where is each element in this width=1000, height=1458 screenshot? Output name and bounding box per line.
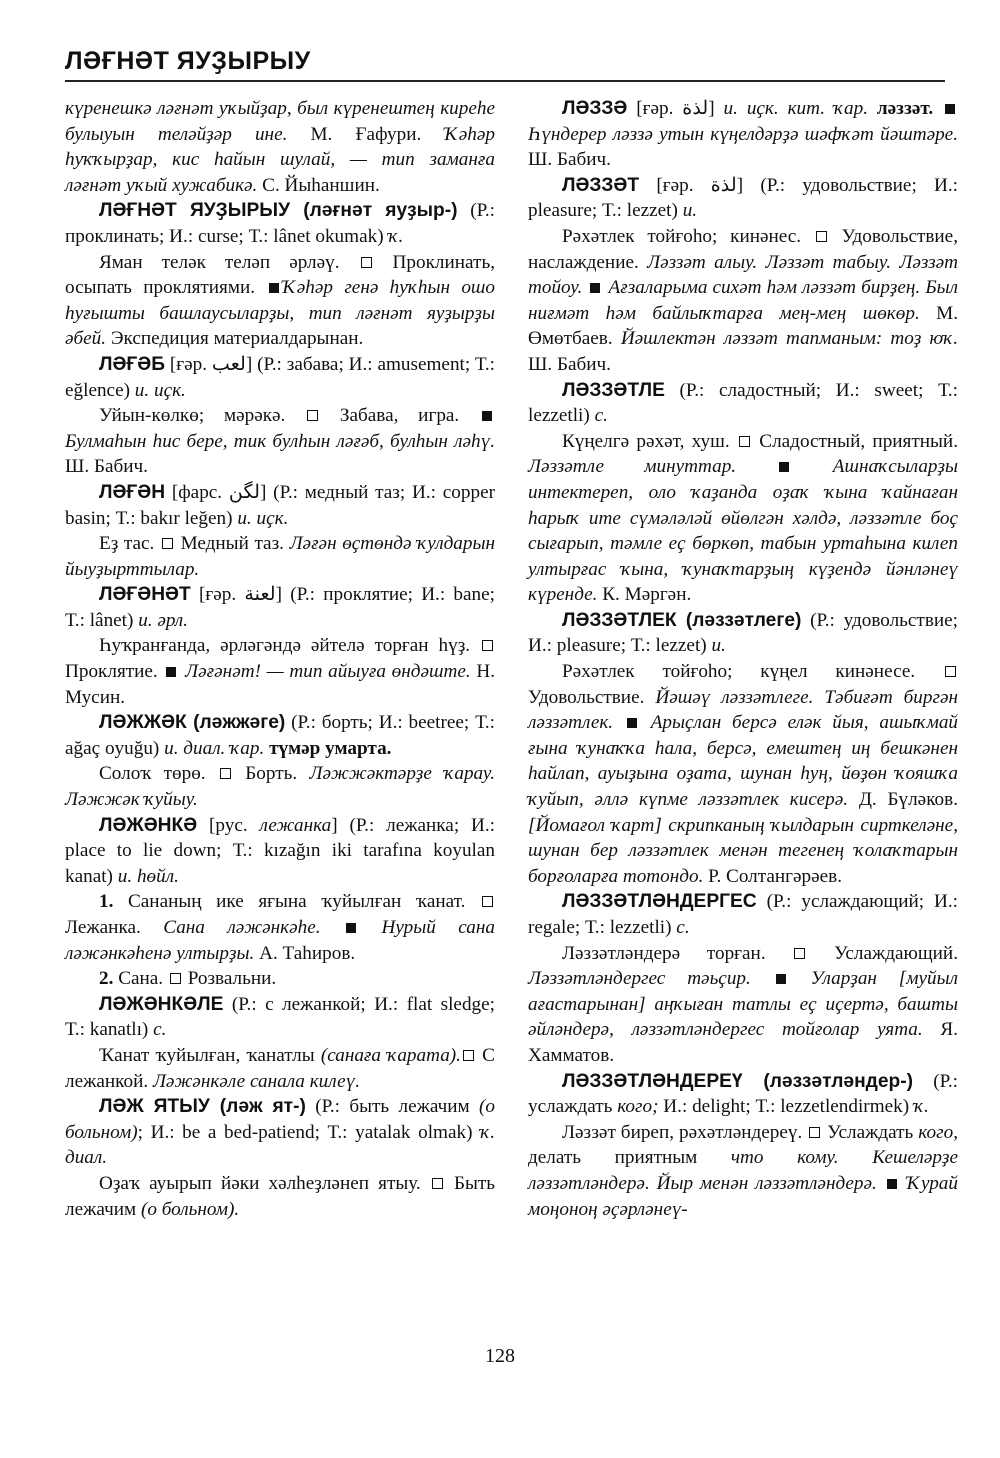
- example-text: [Йомағол ҡарт] скрипканың ҡылдарын сирткеләне, шунан бер ләззәтлек менән тегенең ҡолаҡтарын борғоларға тотондо.: [528, 814, 958, 887]
- right-column: [528, 96, 958, 1222]
- running-header: [65, 46, 945, 80]
- usage-note: (о больном): [65, 1096, 495, 1143]
- definition: Оҙаҡ ауырып йәки хәлһеҙләнеп ятыу. Быть лежачим (о больном).: [65, 1172, 495, 1220]
- gloss: (Р.: услаждать: [528, 1070, 958, 1118]
- filled-square-icon: [945, 104, 955, 114]
- example-text: Ағзаларыма сихәт һәм ләззәт бирҙең. Был ниғмәт һәм байлыҡтарға мең-мең шөкөр.: [528, 277, 959, 324]
- definition: Ләззәт биреп, рәхәтләндереү. Услаждать кого, делать приятным что кому. Кешеләрҙе ләззәтләндерә. Йыр менән ләззәтләндерә. Ҡурай моңонοң әҫәрләнеү-: [528, 1121, 958, 1220]
- page-number: 128: [485, 1345, 515, 1367]
- dictionary-entry: [528, 173, 958, 224]
- open-square-icon: [170, 973, 181, 984]
- example-text: Кешеләрҙе ләззәтләндерә. Йыр менән ләззәтләндерә.: [528, 1147, 958, 1194]
- example-text: Ҡурай моңонοң әҫәрләнеү-: [528, 1172, 958, 1220]
- open-square-icon: [220, 768, 231, 779]
- dictionary-entry: [65, 480, 495, 531]
- example-text: Булмаһын һис бере, тик булһын ләғәб, булһын ләһү.: [65, 430, 495, 452]
- example-text: Ләжжәктәрҙе ҡарау. Ләжжәк ҡуйыу.: [65, 763, 495, 811]
- open-square-icon: [809, 1127, 820, 1138]
- headword: ЛӘҒӘНӘТ: [99, 584, 191, 606]
- example-text: Ләззәтләндергес тәьҫир.: [528, 968, 773, 990]
- definition: Күңелгә рәхәт, хуш. Сладостный, приятный. Ләззәтле минуттар. Ашнаҡсыларҙы интектереп, оло ҡаҙанда оҙаҡ ҡына ҡайнаған һарыҡ ите сүмәләләй өйөлгән хәлдә, ләззәтле боҫ сығарып, тәмле еҫ бөркөп, табын уртаһына килеп ултырғас ҡына, ҡунаҡтарҙың күҙендә йәнләнеү күренде. К. Мәргән.: [528, 430, 958, 606]
- headword: ЛӘЗЗӘТЛЕК: [562, 609, 677, 631]
- gloss: (Р.: сладостный; И.: sweet; Т.: lezzetli): [528, 379, 958, 427]
- dictionary-entry: [528, 1069, 958, 1120]
- sense-number: 2.: [99, 968, 114, 990]
- definition: Рәхәтлек тойғоһо; кинәнес. Удовольствие, наслаждение. Ләззәт алыу. Ләззәт табыу. Ләззәт тойоу. Ағзаларыма сихәт һәм ләззәт бирҙең. Был ниғмәт һәм байлыҡтарға мең-мең шөкөр. М. Өмөтбаев. Йәшлектән ләззәт тапманым: тоҙ юҡ. Ш. Бабич.: [528, 225, 959, 375]
- cross-reference: ләззәт.: [868, 98, 942, 119]
- sense: 2. Сана. Розвальни.: [99, 968, 277, 990]
- open-square-icon: [739, 436, 750, 447]
- usage-note: что кому.: [730, 1147, 839, 1169]
- example-text: Ләғәнәт! — тип айыуға өндәште.: [179, 661, 471, 683]
- dictionary-entry: [65, 710, 495, 761]
- definition: Солоҡ төрө. Борть. Ләжжәктәрҙе ҡарау. Ләжжәк ҡуйыу.: [65, 763, 495, 811]
- part-of-speech: и. әрл.: [138, 609, 188, 631]
- definition: Уйын-көлкө; мәрәкә. Забава, игра. Булмаһын һис бере, тик булһын ләғәб, булһын ләһү. Ш. Бабич.: [65, 405, 495, 478]
- part-of-speech: ҡ.: [388, 225, 404, 247]
- source: Ш. Бабич.: [528, 353, 611, 375]
- gloss: [фарс. لگن] (Р.: медный таз; И.: copper basin; Т.: bakır leğen): [65, 481, 495, 529]
- headword: ЛӘҒӘН: [99, 481, 166, 503]
- word-form: (ләж ят-): [209, 1096, 306, 1118]
- gloss: (Р.: с лежанкой; И.: flat sledge; Т.: kanatlı): [65, 993, 495, 1041]
- sense: 1. Сананың ике яғына ҡуйылған ҡанат. Лежанка. Сана ләжәнкәһе. Нурый сана ләжәнкәһенә ултырҙы. А. Таһиров.: [65, 891, 495, 964]
- open-square-icon: [482, 640, 493, 651]
- gloss: [ғәр. لذة]: [627, 98, 724, 119]
- continued-paragraph: [65, 96, 495, 198]
- headword: ЛӘҒӘБ: [99, 353, 165, 375]
- gloss: ] (Р.: лежанка; И.: place to lie down; Т.: kızağın iki tarafına koyulan kanat): [65, 814, 495, 887]
- gloss: [ғәр. لعنة] (Р.: проклятие; И.: bane; Т.: lânet): [65, 584, 495, 631]
- gloss: [ғәр. لعب] (Р.: забава; И.: amusement; Т.: eğlence): [65, 353, 495, 401]
- example-text: Ләжәнкәле санала килеү.: [152, 1070, 361, 1092]
- filled-square-icon: [346, 923, 356, 933]
- dictionary-entry: [65, 1094, 495, 1171]
- filled-square-icon: [627, 718, 637, 728]
- word-form: (ләззәтлеге): [676, 609, 802, 631]
- filled-square-icon: [482, 411, 492, 421]
- sense-number: 1.: [99, 891, 114, 913]
- definition: Һуҡранғанда, әрләгәндә әйтелә торған һүҙ. Проклятие. Ләғәнәт! — тип айыуға өндәште. Н. Мусин.: [65, 635, 496, 708]
- gloss: (Р.: услаждающий; И.: regale; Т.: lezzetli): [528, 891, 958, 938]
- usage-note: кого: [918, 1121, 954, 1143]
- headword: ЛӘЖӘНКӘ: [99, 814, 198, 836]
- source: Р. Солтангәрәев.: [703, 865, 843, 887]
- source: М. Ғафури.: [287, 123, 445, 145]
- part-of-speech: и.: [682, 200, 698, 222]
- headword: ЛӘЗЗӘТЛЕ: [562, 379, 665, 401]
- open-square-icon: [463, 1050, 474, 1061]
- definition: Еҙ тас. Медный таз. Ләғән өҫтөндә ҡулдарын йыуҙырттылар.: [65, 533, 495, 580]
- open-square-icon: [432, 1178, 443, 1189]
- headword: ЛӘЖЖӘК: [99, 712, 187, 734]
- dictionary-entry: [528, 96, 958, 173]
- headword: ЛӘҒНӘТ ЯУҘЫРЫУ: [99, 200, 291, 222]
- example-text: Ашнаҡсыларҙы интектереп, оло ҡаҙанда оҙаҡ ҡына ҡайнаған һарыҡ ите сүмәләләй өйөлгән хәлдә, ләззәтле боҫ сығарып, тәмле еҫ бөркөп, табын уртаһына килеп ултырғас ҡына, ҡунаҡтарҙың күҙендә йәнләнеү күренде.: [528, 456, 958, 606]
- word-form: (ләжжәге): [186, 712, 286, 734]
- usage-note: (о больном).: [140, 1198, 240, 1220]
- part-of-speech: и. диал. ҡар.: [164, 737, 265, 759]
- part-of-speech: и. иҫк. кит. ҡар.: [723, 98, 869, 119]
- headword: ЛӘЗЗӘТ: [562, 174, 640, 196]
- example-text: Ләззәтле минуттар.: [528, 456, 777, 478]
- gloss: (Р.: быть лежачим: [305, 1096, 479, 1118]
- header-rule: [65, 80, 945, 82]
- left-column: [65, 96, 495, 1222]
- usage-note: кого;: [617, 1096, 659, 1118]
- example-text: Ҡәһәр генә һуҡһын ошо һуғышты башлаусыларҙы, тип ләғнәт яуҙырҙы әбей.: [65, 277, 495, 350]
- source: К. Мәргән.: [597, 584, 692, 606]
- part-of-speech: и. иҫк.: [237, 507, 289, 529]
- open-square-icon: [482, 896, 493, 907]
- part-of-speech: и. һөйл.: [117, 865, 179, 887]
- part-of-speech: ҡ. диал.: [65, 1121, 495, 1169]
- open-square-icon: [307, 410, 318, 421]
- example-text: Сана ләжәнкәһе.: [163, 917, 344, 938]
- source: А. Таһиров.: [254, 942, 356, 964]
- gloss: И.: delight; Т.: lezzetlendirmek): [658, 1096, 914, 1118]
- source: Н. Мусин.: [65, 661, 496, 708]
- source: Я. Хамматов.: [528, 1019, 958, 1066]
- open-square-icon: [816, 231, 827, 242]
- gloss: ; И.: be a bed-patiend; Т.: yatalak olmak): [137, 1121, 481, 1143]
- headword: ЛӘЖӘНКӘЛЕ: [99, 993, 224, 1015]
- gloss: [рус.: [197, 814, 260, 836]
- part-of-speech: ҡ.: [913, 1096, 929, 1118]
- part-of-speech: с.: [153, 1019, 167, 1041]
- example-text: Йәшәү ләззәтлеге. Тәбиғәт биргән ләззәтлек.: [528, 686, 959, 734]
- cross-reference: түмәр умарта.: [264, 737, 392, 759]
- part-of-speech: с.: [676, 917, 690, 938]
- dictionary-entry: [528, 608, 958, 659]
- part-of-speech: с.: [594, 405, 608, 427]
- part-of-speech: и.: [711, 635, 726, 657]
- dictionary-entry: [65, 582, 495, 633]
- source: Д. Бүләков.: [848, 789, 958, 811]
- dictionary-entry: [65, 992, 495, 1043]
- etymon: лежанка: [259, 814, 332, 836]
- definition: Ләззәтләндерә торған. Услаждающий. Ләззәтләндергес тәьҫир. Уларҙан [муйыл ағастарынан] аңҡыған татлы еҫ иҫертә, башты әйләндерә, ләззәтләндергес тойғолар уята. Я. Хамматов.: [528, 942, 958, 1066]
- source: Экспедиция материалдарынан.: [106, 328, 364, 350]
- word-form: (ләғнәт яуҙыр-): [290, 200, 458, 222]
- dictionary-entry: [528, 889, 958, 940]
- open-square-icon: [361, 257, 372, 268]
- dictionary-entry: [65, 352, 495, 403]
- source: М. Өмөтбаев.: [528, 302, 958, 350]
- headword: ЛӘЗЗӘТЛӘНДЕРГЕС: [562, 891, 757, 913]
- definition: Рәхәтлек тойғоһо; күңел кинәнесе. Удовольствие. Йәшәү ләззәтлеге. Тәбиғәт биргән ләззәтлек. Арыҫлан берсә еләк йыя, ашыҡмай ғына ҡунаҡҡа һала, берсә, емештең иң бешкәнен һайлап, ауыҙына оҙата, шунан һуң, йөҙөн ҡояшҡа ҡуйып, әллә күпме ләззәтлек кисерә. Д. Бүләков. [Йомағол ҡарт] скрипканың ҡылдарын сирткеләне, шунан бер ләззәтлек менән тегенең ҡолаҡтарын борғоларға тотондо. Р. Солтангәрәев.: [528, 661, 959, 887]
- example-text: күренешкә ләғнәт уҡыйҙар, был күренештең киреһе булыуын теләйҙәр ине.: [65, 98, 495, 145]
- filled-square-icon: [590, 283, 600, 293]
- filled-square-icon: [269, 283, 279, 293]
- open-square-icon: [945, 666, 956, 677]
- example-text: Уларҙан [муйыл ағастарынан] аңҡыған татлы еҫ иҫертә, башты әйләндерә, ләззәтләндергес тойғолар уята.: [528, 968, 958, 1041]
- filled-square-icon: [166, 667, 176, 677]
- filled-square-icon: [887, 1179, 897, 1189]
- gloss: (Р.: проклинать; И.: curse; Т.: lânet okumak): [65, 200, 495, 247]
- example-text: Арыҫлан берсә еләк йыя, ашыҡмай ғына ҡунаҡҡа һала, берсә, емештең иң бешкәнен һайлап, ауыҙына оҙата, шунан һуң, йөҙөн ҡояшҡа ҡуйып, әллә күпме ләззәтлек кисерә.: [528, 712, 959, 811]
- open-square-icon: [794, 948, 805, 959]
- example-text: Һүндерер ләззә утын күңелдәрҙә шәфҡәт йәштәре.: [528, 123, 958, 145]
- gloss: [ғәр. لذة] (Р.: удовольствие; И.: pleasure; Т.: lezzet): [528, 174, 958, 222]
- definition: Яман теләк теләп әрләү. Проклинать, осыпать проклятиями. Ҡәһәр генә һуҡһын ошо һуғышты башлаусыларҙы, тип ләғнәт яуҙырҙы әбей. Экспедиция материалдарынан.: [65, 251, 495, 350]
- word-form: (ләззәтләндер-): [742, 1070, 914, 1092]
- page-title: ЛӘҒНӘТ ЯУҘЫРЫУ: [65, 47, 311, 75]
- definition: Ҡанат ҡуйылған, ҡанатлы (санаға ҡарата). С лежанкой. Ләжәнкәле санала килеү.: [65, 1044, 495, 1092]
- dictionary-entry: [65, 813, 495, 890]
- dictionary-entry: [528, 378, 958, 429]
- open-square-icon: [162, 538, 173, 549]
- example-text: Нурый сана ләжәнкәһенә ултырҙы.: [65, 917, 495, 964]
- source: Ш. Бабич.: [65, 456, 148, 478]
- filled-square-icon: [779, 462, 789, 472]
- part-of-speech: и. иҫк.: [134, 379, 186, 401]
- filled-square-icon: [776, 974, 786, 984]
- example-text: Ләғән өҫтөндә ҡулдарын йыуҙырттылар.: [65, 533, 495, 580]
- dictionary-entry: [65, 198, 495, 249]
- usage-note: (санаға ҡарата).: [320, 1044, 461, 1066]
- headword: ЛӘЖ ЯТЫУ: [99, 1096, 210, 1118]
- source: Ш. Бабич.: [528, 149, 611, 171]
- gloss: (Р.: удовольствие; И.: pleasure; Т.: lezzet): [528, 609, 958, 657]
- source: С. Йыһаншин.: [257, 174, 380, 196]
- example-text: Йәшлектән ләззәт тапманым: тоҙ юҡ.: [620, 328, 958, 350]
- gloss: (Р.: борть; И.: beetree; Т.: ağaç oyuğu): [65, 712, 495, 759]
- headword: ЛӘЗЗӘТЛӘНДЕРЕҮ: [562, 1070, 743, 1092]
- headword: ЛӘЗЗӘ: [562, 98, 628, 119]
- example-text: Ләззәт алыу. Ләззәт табыу. Ләззәт тойоу.: [528, 251, 958, 299]
- example-text: Ҡәһәр һуҡҡырҙар, кис һайын шулай, — тип заманға ләғнәт уҡый хужабикә.: [65, 123, 495, 196]
